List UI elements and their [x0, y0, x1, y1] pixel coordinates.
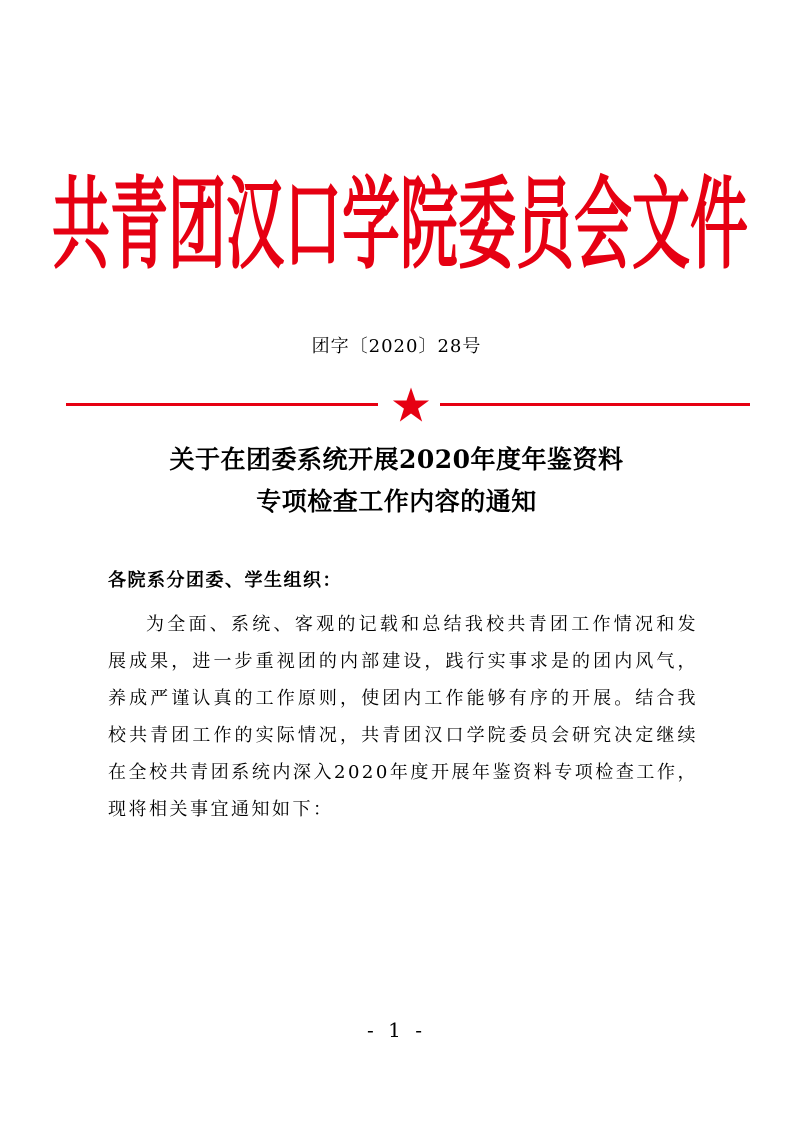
notice-title-line-1: 关于在团委系统开展2020年度年鉴资料: [169, 445, 624, 474]
red-divider: [66, 392, 750, 420]
divider-left-rule: [66, 403, 378, 406]
masthead-title: 共青团汉口学院委员会文件: [52, 166, 749, 284]
notice-title-line-2: 专项检查工作内容的通知: [256, 487, 537, 516]
divider-right-rule: [440, 403, 750, 406]
red-star-icon: [392, 386, 430, 424]
document-number: 团字〔2020〕28号: [311, 336, 482, 357]
salutation: 各院系分团委、学生组织：: [108, 570, 342, 591]
masthead: [52, 136, 749, 296]
body-paragraph: 为全面、系统、客观的记载和总结我校共青团工作情况和发展成果，进一步重视团的内部建设，践行实事求是的团内风气，养成严谨认真的工作原则，使团内工作能够有序的开展。结合我校共青团工作的实际情况，共青团汉口学院委员会研究决定继续在全校共青团系统内深入2020年度开展年鉴资料专项检查工作，现将相关事宜通知如下：: [108, 614, 698, 820]
page-number: - 1 -: [367, 1018, 426, 1042]
